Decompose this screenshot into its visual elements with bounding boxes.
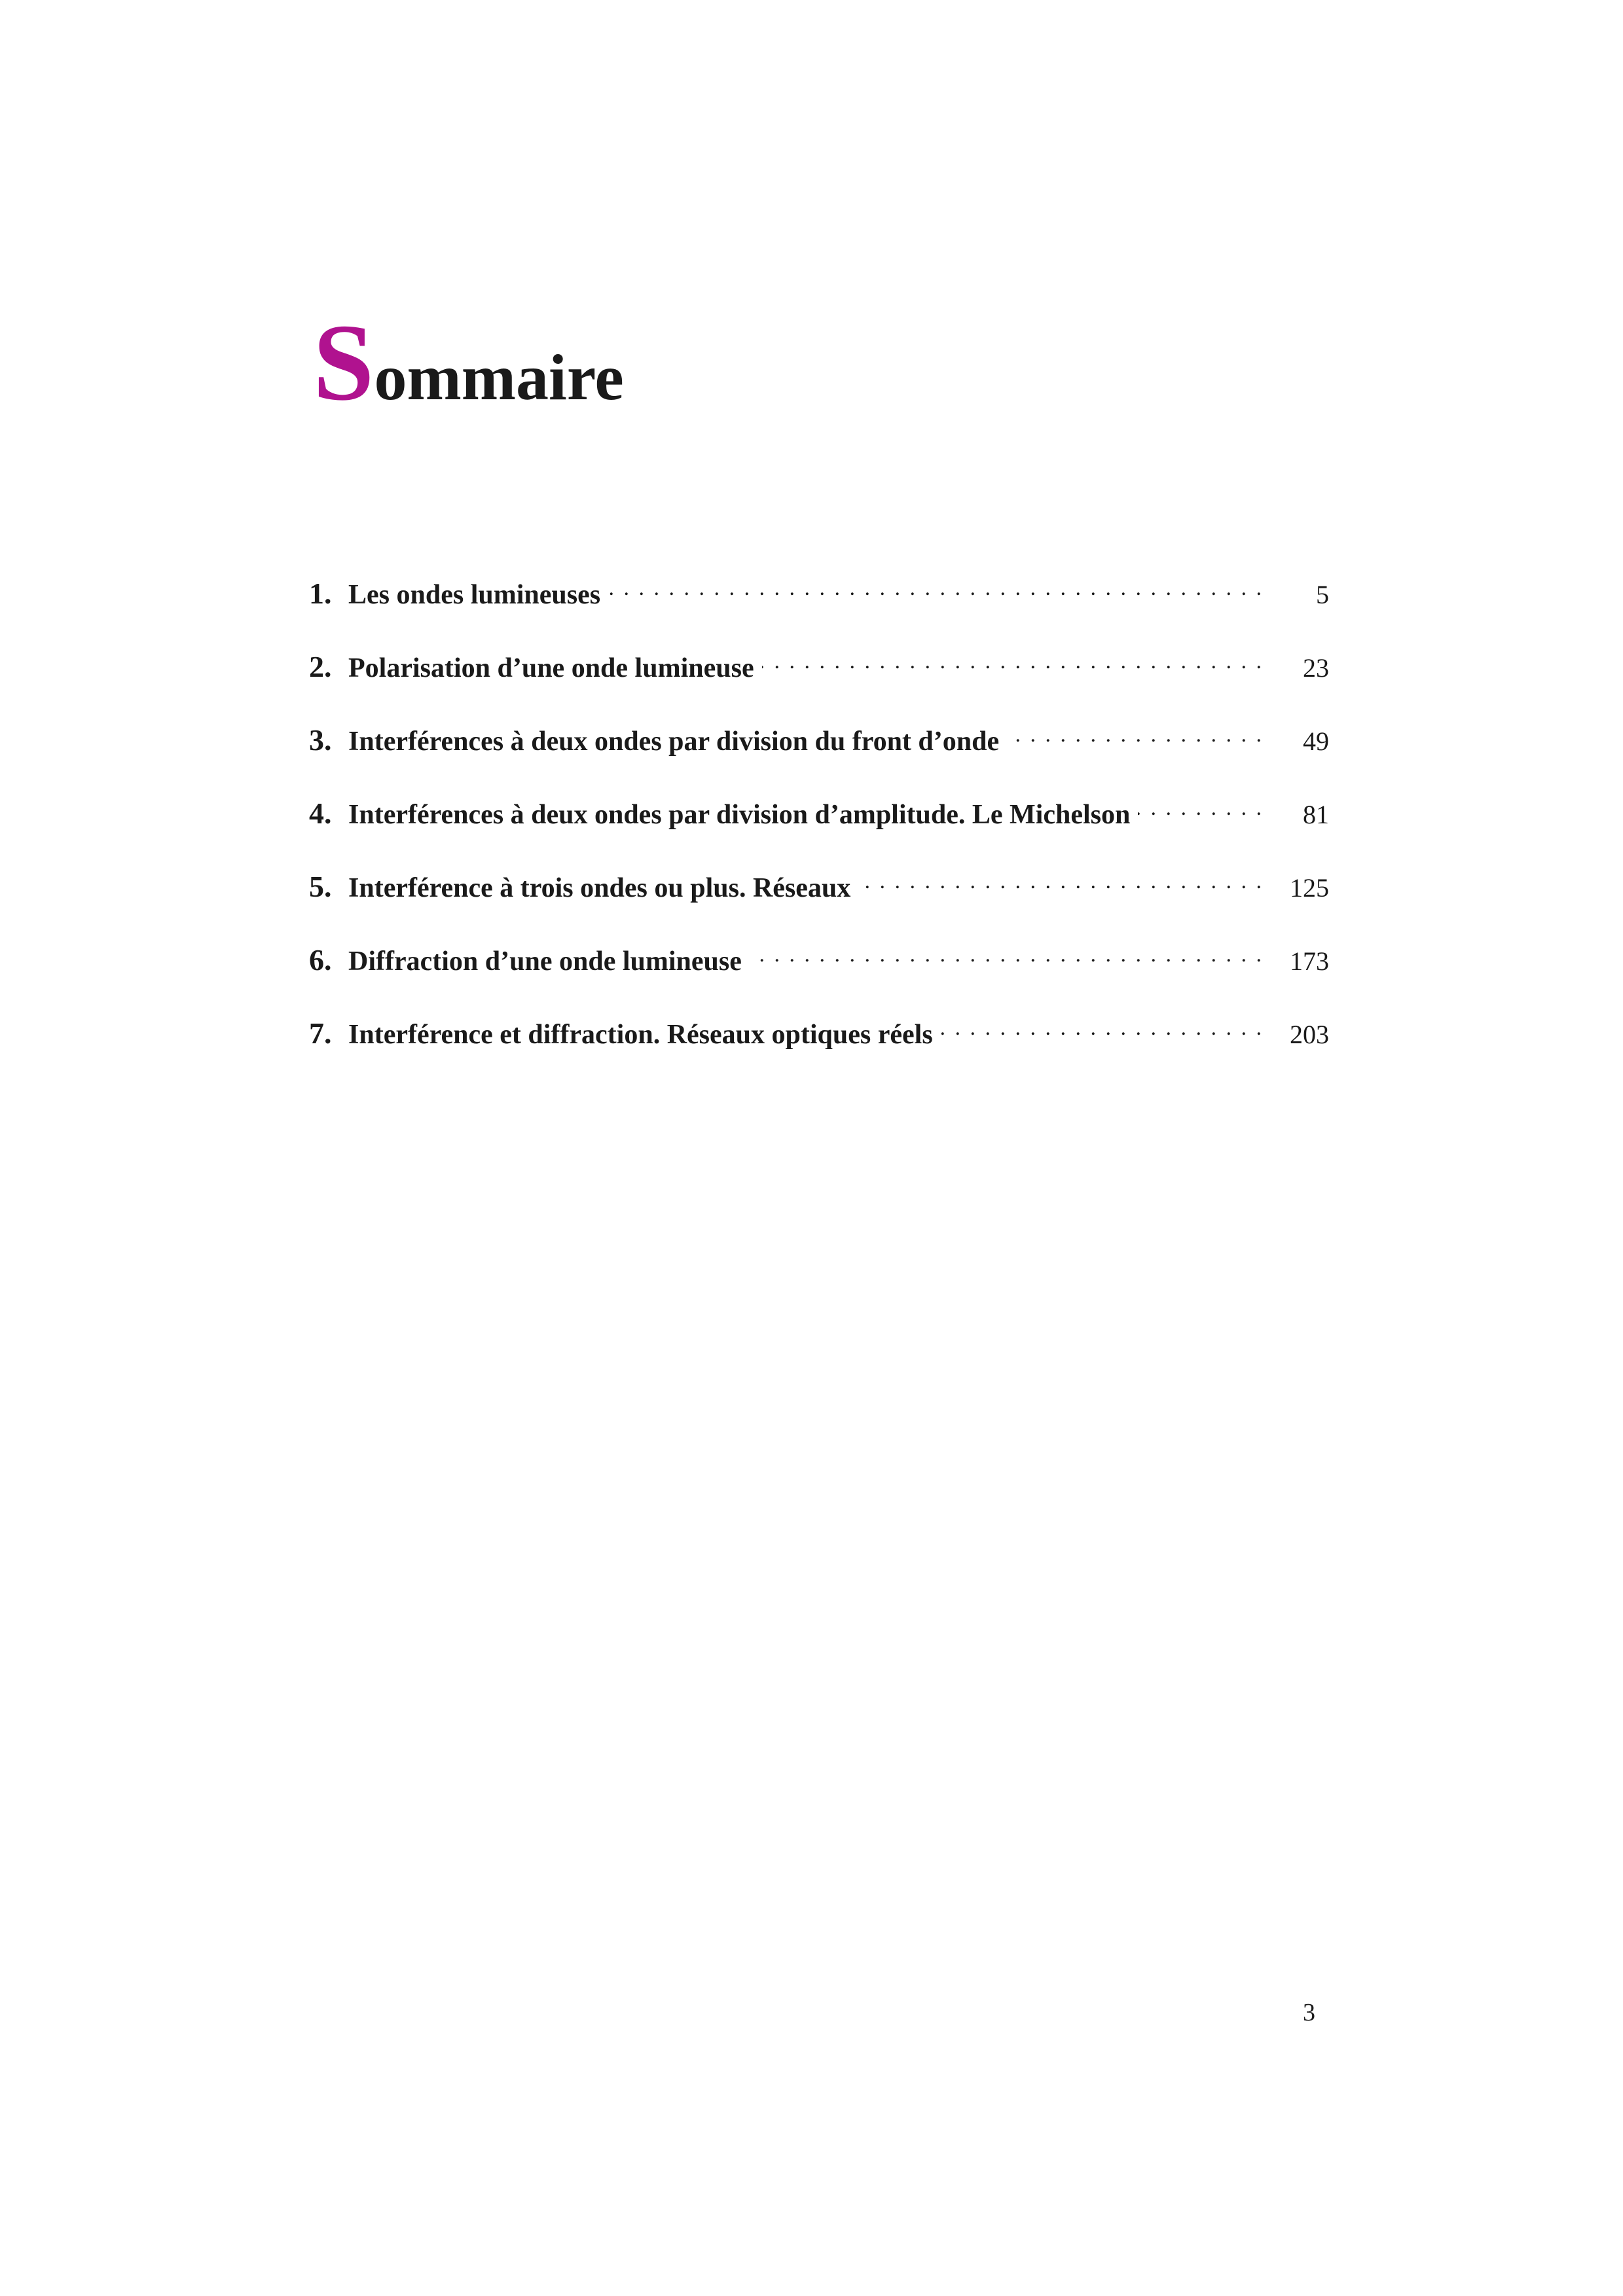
table-of-contents <box>309 576 1329 1089</box>
toc-dot-leader <box>608 576 1264 603</box>
toc-entry-page: 49 <box>1303 726 1329 756</box>
toc-entry-page: 5 <box>1316 580 1329 609</box>
toc-entry[interactable] <box>309 942 1329 1016</box>
toc-dot-leader <box>750 942 1264 970</box>
toc-entry-title: Interférences à deux ondes par division du front d’onde <box>348 726 1000 757</box>
toc-entry-number: 2. <box>309 650 332 683</box>
toc-entry-number: 1. <box>309 577 332 610</box>
toc-entry-title: Interférences à deux ondes par division d’amplitude. Le Michelson <box>348 800 1131 830</box>
toc-entry[interactable] <box>309 869 1329 942</box>
toc-dot-leader <box>941 1016 1264 1043</box>
toc-entry-number: 3. <box>309 723 332 757</box>
toc-entry-page: 173 <box>1290 946 1329 976</box>
page-number: 3 <box>1303 1999 1315 2026</box>
toc-entry-number: 7. <box>309 1016 332 1050</box>
toc-entry-title: Interférence à trois ondes ou plus. Réseaux <box>348 873 851 903</box>
toc-entry-page: 81 <box>1303 800 1329 829</box>
toc-entry-title: Les ondes lumineuses <box>348 580 601 610</box>
toc-entry-number: 5. <box>309 870 332 903</box>
toc-dot-leader <box>858 869 1264 897</box>
toc-entry[interactable] <box>309 576 1329 649</box>
title-rest: ommaire <box>374 341 624 414</box>
toc-entry[interactable] <box>309 796 1329 869</box>
toc-entry-title: Polarisation d’une onde lumineuse <box>348 653 754 683</box>
toc-entry-title: Diffraction d’une onde lumineuse <box>348 946 742 977</box>
toc-entry[interactable] <box>309 649 1329 723</box>
page-title <box>313 302 624 423</box>
toc-entry[interactable] <box>309 723 1329 796</box>
toc-dot-leader <box>1138 796 1264 823</box>
toc-entry-number: 6. <box>309 943 332 977</box>
toc-dot-leader <box>762 649 1264 677</box>
toc-entry-page: 203 <box>1290 1020 1329 1049</box>
toc-entry-number: 4. <box>309 797 332 830</box>
toc-entry[interactable] <box>309 1016 1329 1089</box>
toc-entry-title: Interférence et diffraction. Réseaux optiques réels <box>348 1020 933 1050</box>
toc-dot-leader <box>1007 723 1264 750</box>
title-initial: S <box>313 302 374 423</box>
toc-entry-page: 23 <box>1303 653 1329 683</box>
toc-entry-page: 125 <box>1290 873 1329 903</box>
